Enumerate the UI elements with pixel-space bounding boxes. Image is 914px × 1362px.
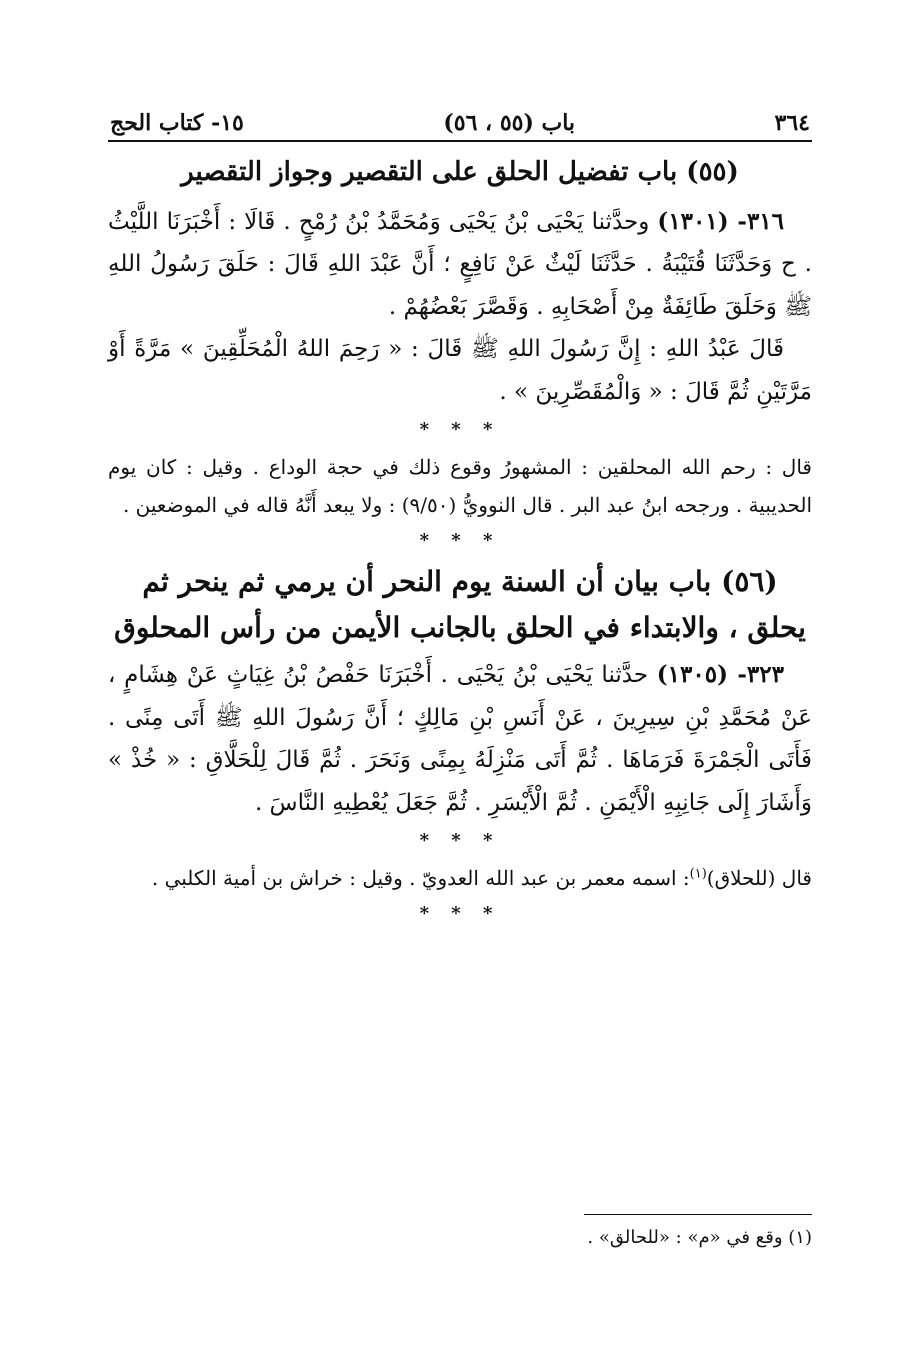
section-divider: * * * bbox=[419, 903, 501, 925]
footnote-rule bbox=[584, 1214, 812, 1215]
section-56-heading-line1: (٥٦) باب بيان أن السنة يوم النحر أن يرمي ثم ينحر ثم bbox=[142, 565, 778, 599]
commentary-55: قال : رحم الله المحلقين : المشهورُ وقوع ذلك في حجة الوداع . وقيل : كان يوم الحديبية . ورجحه ابنُ عبد البر . قال النوويُّ (٩/٥٠) : ولا يبعد أَنَّهُ قاله في الموضعين . bbox=[108, 455, 812, 518]
section-divider: * * * bbox=[419, 419, 501, 441]
section-55-heading: (٥٥) باب تفضيل الحلق على التقصير وجواز التقصير bbox=[181, 157, 739, 188]
hadith-316-number: ٣١٦- (١٣٠١) bbox=[657, 207, 784, 235]
header-rule bbox=[108, 140, 812, 142]
section-divider: * * * bbox=[419, 830, 501, 852]
chapter-reference: باب (٥٥ ، ٥٦) bbox=[443, 110, 576, 136]
commentary-56 bbox=[108, 859, 812, 897]
running-header bbox=[108, 110, 812, 140]
hadith-323-number: ٣٢٣- (١٣٠٥) bbox=[656, 661, 784, 689]
section-divider: * * * bbox=[419, 530, 501, 552]
section-56-heading-line2: يحلق ، والابتداء في الحلق بالجانب الأيمن من رأس المحلوق bbox=[114, 610, 806, 644]
page-number: ٣٦٤ bbox=[774, 110, 810, 136]
commentary-56-prefix: قال (للحلاق) bbox=[706, 866, 812, 891]
footnote-marker: (١) bbox=[689, 866, 707, 882]
commentary-56-rest: : اسمه معمر بن عبد الله العدويّ . وقيل : خراش بن أمية الكلبي . bbox=[151, 866, 690, 891]
book-title: ١٥- كتاب الحج bbox=[110, 110, 244, 136]
footnote: (١) وقع في «م» : «للحالق» . bbox=[587, 1227, 812, 1248]
page bbox=[108, 110, 812, 1310]
hadith-316-continuation: قَالَ عَبْدُ اللهِ : إِنَّ رَسُولَ اللهِ ﷺ قَالَ : « رَحِمَ اللهُ الْمُحَلِّقِينَ » مَرَّةً أَوْ مَرَّتَيْنِ ثُمَّ قَالَ : « وَالْمُقَصِّرِينَ » . bbox=[108, 336, 812, 405]
hadith-316 bbox=[108, 201, 812, 329]
hadith-316-text: وحدَّثنا يَحْيَى بْنُ يَحْيَى وَمُحَمَّدُ بْنُ رُمْحٍ . قَالَا : أَخْبَرَنَا اللَّيْثُ . ح وَحَدَّثَنَا قُتَيْبَةُ . حَدَّثَنَا لَيْثٌ عَنْ نَافِعٍ ؛ أَنَّ عَبْدَ اللهِ قَالَ : حَلَقَ رَسُولُ اللهِ ﷺ وَحَلَقَ طَائِفَةٌ مِنْ أَصْحَابِهِ . وَقَصَّرَ بَعْضُهُمْ . bbox=[108, 208, 812, 320]
hadith-323 bbox=[108, 654, 812, 824]
section-56-heading bbox=[108, 559, 812, 650]
hadith-323-text: حدَّثنا يَحْيَى بْنُ يَحْيَى . أَخْبَرَنَا حَفْصُ بْنُ غِيَاثٍ عَنْ هِشَامٍ ، عَنْ مُحَمَّدِ بْنِ سِيرِينَ ، عَنْ أَنَسِ بْنِ مَالِكٍ ؛ أَنَّ رَسُولَ اللهِ ﷺ أَتَى مِنًى . فَأَتَى الْجَمْرَةَ فَرَمَاهَا . ثُمَّ أَتَى مَنْزِلَهُ بِمِنًى وَنَحَرَ . ثُمَّ قَالَ لِلْحَلَّاقِ : « خُذْ » وَأَشَارَ إِلَى جَانِبِهِ الْأَيْمَنِ . ثُمَّ الْأَيْسَرِ . ثُمَّ جَعَلَ يُعْطِيهِ النَّاسَ . bbox=[108, 662, 812, 816]
